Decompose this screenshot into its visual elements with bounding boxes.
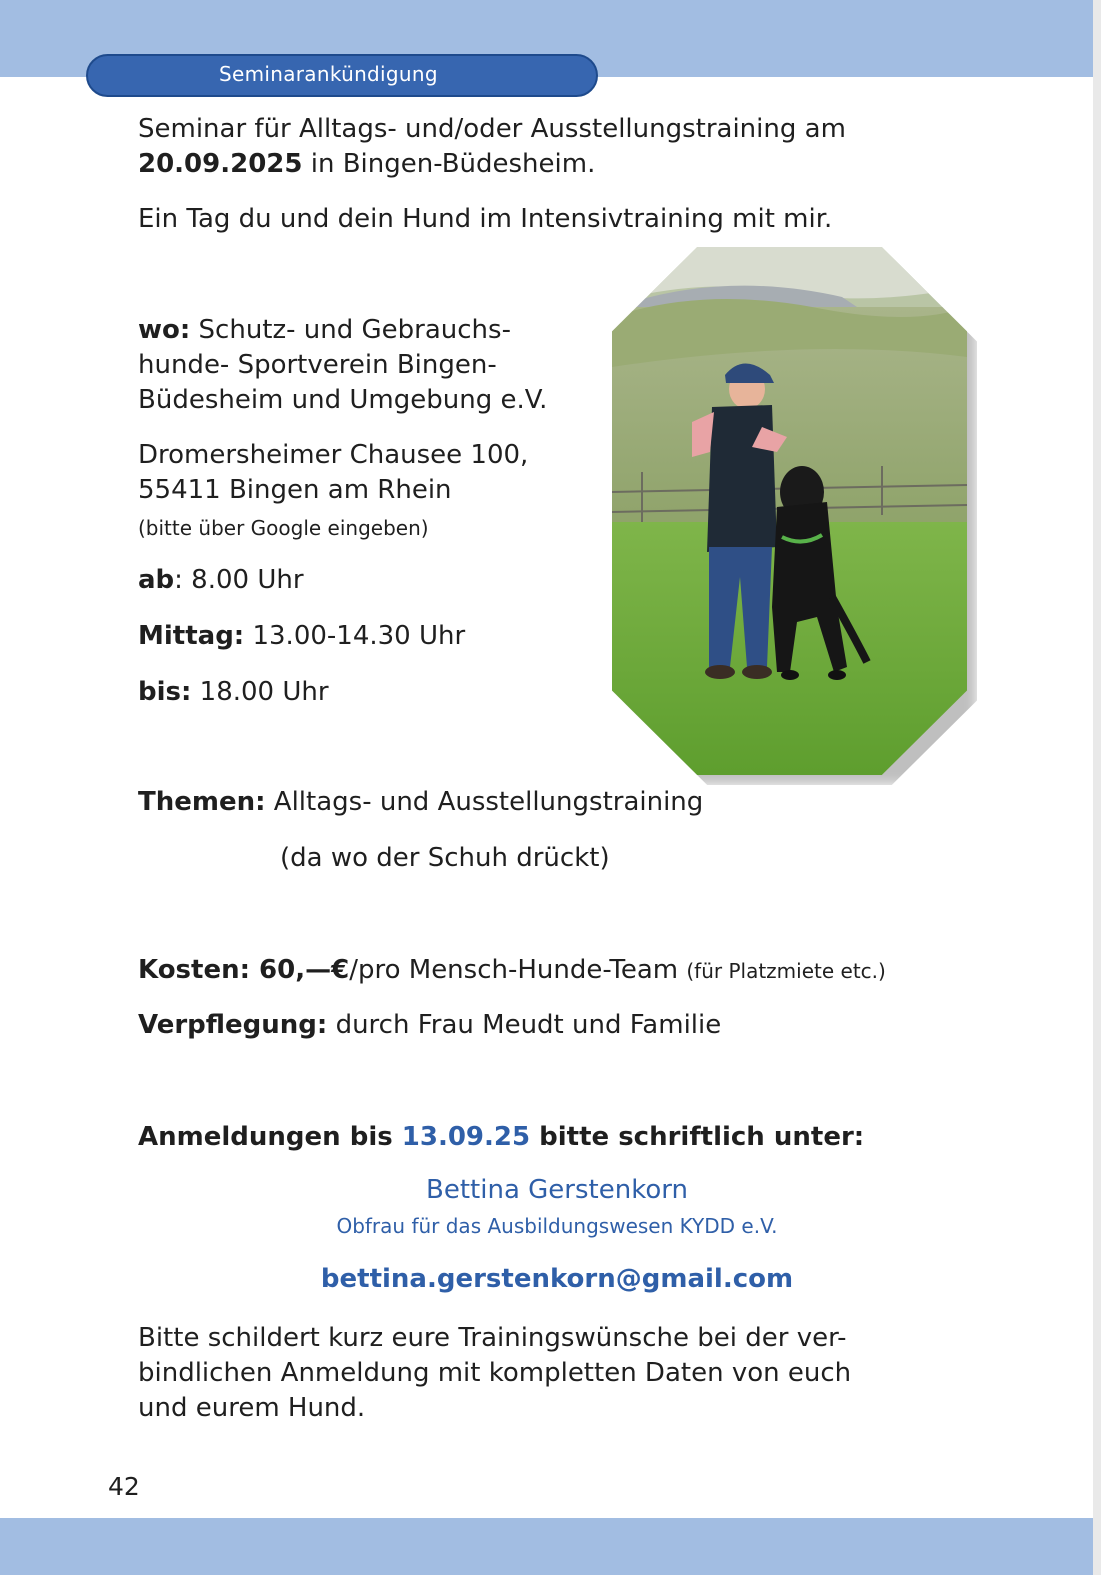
end-time-value: 18.00 Uhr (191, 677, 329, 707)
costs-note: (für Platzmiete etc.) (686, 959, 886, 983)
location-line-1 (138, 313, 511, 348)
seminar-place: in Bingen-Büdesheim. (302, 149, 596, 179)
contact-role: Obfrau für das Ausbildungswesen KYDD e.V. (336, 1214, 778, 1238)
seminar-date: 20.09.2025 (138, 149, 303, 179)
costs-label: Kosten: 60,—€ (138, 955, 350, 985)
dog-training-photo (612, 247, 967, 775)
registration-suffix: bitte schriftlich unter: (530, 1122, 865, 1152)
page-number: 42 (108, 1472, 140, 1501)
catering (138, 1008, 721, 1043)
intro-tagline: Ein Tag du und dein Hund im Intensivtraining mit mir. (138, 204, 833, 234)
contact-email-link[interactable]: bettina.gerstenkorn@gmail.com (320, 1264, 794, 1294)
registration-note-3: und eurem Hund. (138, 1393, 366, 1423)
address-street: Dromersheimer Chausee 100, (138, 440, 529, 470)
address-city: 55411 Bingen am Rhein (138, 475, 452, 505)
catering-value: durch Frau Meudt und Familie (327, 1010, 722, 1040)
topics-label: Themen: (138, 787, 266, 817)
registration-heading (138, 1120, 864, 1155)
start-time-value: : 8.00 Uhr (174, 565, 304, 595)
intro-date-line (138, 147, 595, 182)
section-header-pill (86, 54, 598, 97)
topics-value: Alltags- und Ausstellungstraining (265, 787, 704, 817)
intro-line: Seminar für Alltags- und/oder Ausstellungstraining am (138, 114, 846, 144)
topics-note: (da wo der Schuh drückt) (280, 843, 610, 873)
registration-note-2: bindlichen Anmeldung mit kompletten Daten von euch (138, 1358, 852, 1388)
catering-label: Verpflegung: (138, 1010, 328, 1040)
contact-name: Bettina Gerstenkorn (426, 1175, 688, 1205)
registration-deadline: 13.09.25 (401, 1122, 531, 1152)
location-line-2: hunde- Sportverein Bingen- (138, 350, 497, 380)
section-header-label: Seminarankündigung (219, 62, 438, 86)
registration-note-1: Bitte schildert kurz eure Trainingswünsche bei der ver- (138, 1323, 847, 1353)
address-hint: (bitte über Google eingeben) (138, 516, 429, 540)
costs-value: /pro Mensch-Hunde-Team (349, 955, 687, 985)
start-time-label: ab (138, 565, 175, 595)
lunch-time-label: Mittag: (138, 621, 245, 651)
registration-prefix: Anmeldungen bis (138, 1122, 402, 1152)
costs (138, 953, 886, 989)
lunch-time-value: 13.00-14.30 Uhr (244, 621, 466, 651)
bottom-band (0, 1518, 1101, 1575)
location-label: wo: (138, 315, 191, 345)
topics (138, 785, 703, 820)
end-time (138, 675, 329, 710)
location-club-1: Schutz- und Gebrauchs- (190, 315, 511, 345)
page-edge (1093, 0, 1101, 1575)
lunch-time (138, 619, 465, 654)
end-time-label: bis: (138, 677, 192, 707)
start-time (138, 563, 304, 598)
location-line-3: Büdesheim und Umgebung e.V. (138, 385, 548, 415)
